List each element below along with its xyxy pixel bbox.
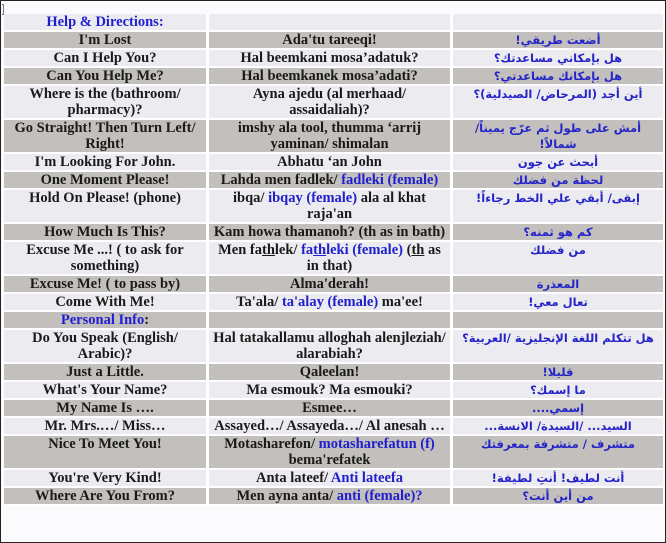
female-form-text: Anti lateefa [330,470,403,486]
arabic-phrase: أضعت طريقي! [453,32,663,50]
english-phrase: Hold On Please! (phone) [4,190,209,224]
section-header-row [4,14,663,32]
female-form-text: th [313,242,327,258]
arabic-phrase: أمش على طول ثم عرّج يميناً/ شمالاً! [453,120,663,154]
table-row [4,68,663,86]
transliteration-text: Ayna ajedu (al merhaad/ assaidaliah)? [252,86,407,118]
transliteration-text: Esmee… [302,400,357,416]
transliteration-text: Abhatu ‘an John [277,154,382,170]
table-row [4,224,663,242]
arabic-phrase: أنت لطيف! أنتِ لطيفة! [453,470,663,488]
transliteration-text: Alma'derah! [290,276,369,292]
table-row [4,364,663,382]
arabic-phrase: المعذرة [453,276,663,294]
female-form-text: motasharefatun (f) [318,436,435,452]
transliteration [209,418,453,436]
table-row [4,382,663,400]
transliteration-text: ala al khat raja'an [306,190,426,222]
transliteration [209,400,453,418]
transliteration [209,276,453,294]
transliteration [209,86,453,120]
transliteration-text: ibqa/ [233,190,269,206]
section-title-text: Personal Info [60,312,145,328]
table-row [4,32,663,50]
arabic-phrase: من فضلك [453,242,663,276]
table-row [4,436,663,470]
arabic-phrase: لحظة من فضلك [453,172,663,190]
english-phrase: Where is the (bathroom/ pharmacy)? [4,86,209,120]
english-phrase: Where Are You From? [4,488,209,506]
english-phrase: Do You Speak (English/ Arabic)? [4,330,209,364]
transliteration-text: Lahda men fadlek/ [220,172,342,188]
table-row [4,190,663,224]
transliteration-text: th [411,242,425,258]
english-phrase: What's Your Name? [4,382,209,400]
arabic-phrase: إبقى/ أبقي علي الخط رجاءاً! [453,190,663,224]
transliteration [209,68,453,86]
female-form-text: anti (female)? [336,488,423,504]
table-row [4,50,663,68]
arabic-phrase: متشرف / متشرفة بمعرفتك [453,436,663,470]
transliteration-text: bema'refatek [288,452,371,468]
arabic-phrase: كم هو ثمنه؟ [453,224,663,242]
table-row [4,400,663,418]
section-title-suffix: : [144,312,150,328]
transliteration-text: Kam howa thamanoh? (th as in bath) [213,224,446,240]
english-phrase: Excuse Me ...! ( to ask for something) [4,242,209,276]
transliteration-text: Men ayna anta/ [236,488,337,504]
transliteration [209,382,453,400]
transliteration [209,488,453,506]
english-phrase: One Moment Please! [4,172,209,190]
transliteration-text: Anta lateef/ [256,470,331,486]
arabic-phrase: تعال معي! [453,294,663,312]
transliteration-text: Hal beemkanek mosa’adati? [241,68,418,84]
arabic-phrase: ما إسمك؟ [453,382,663,400]
transliteration [209,190,453,224]
phrase-table [4,14,663,506]
transliteration-text: Qaleelan! [299,364,360,380]
transliteration [209,294,453,312]
arabic-phrase: هل بإمكاني مساعدتك؟ [453,50,663,68]
transliteration-text: lek/ [274,242,302,258]
table-row [4,120,663,154]
female-form-text: fa [301,242,314,258]
transliteration [209,172,453,190]
table-row [4,276,663,294]
transliteration [209,242,453,276]
english-phrase: I'm Lost [4,32,209,50]
english-phrase: My Name Is …. [4,400,209,418]
table-row [4,418,663,436]
table-row [4,294,663,312]
english-phrase: Just a Little. [4,364,209,382]
transliteration [209,224,453,242]
arabic-phrase [453,14,663,32]
section-title-text: Help & Directions: [46,14,164,30]
transliteration [209,364,453,382]
transliteration [209,330,453,364]
table-row [4,154,663,172]
transliteration-text: Hal beemkani mosa’adatuk? [240,50,419,66]
english-phrase: Excuse Me! ( to pass by) [4,276,209,294]
transliteration [209,436,453,470]
transliteration [209,120,453,154]
transliteration-text: Ma esmouk? Ma esmouki? [246,382,413,398]
arabic-phrase: قليلا! [453,364,663,382]
transliteration [209,32,453,50]
female-form-text: ta'alay (female) [281,294,379,310]
female-form-text: fadleki (female) [341,172,439,188]
english-phrase: Nice To Meet You! [4,436,209,470]
transliteration-text: Ta'ala/ [236,294,282,310]
english-phrase: Can You Help Me? [4,68,209,86]
table-row [4,242,663,276]
arabic-phrase: أبحث عن جون [453,154,663,172]
english-phrase: Can I Help You? [4,50,209,68]
arabic-phrase: هل تتكلم اللغة الإنجليزية /العربية؟ [453,330,663,364]
english-phrase: Mr. Mrs.…/ Miss… [4,418,209,436]
english-phrase: I'm Looking For John. [4,154,209,172]
english-phrase: Come With Me! [4,294,209,312]
table-row [4,488,663,506]
transliteration [209,470,453,488]
section-header-row [4,312,663,330]
table-row [4,330,663,364]
arabic-phrase: هل بإمكانك مساعدتي؟ [453,68,663,86]
table-row [4,86,663,120]
female-form-text: leki (female) [326,242,403,258]
arabic-phrase [453,312,663,330]
section-title [4,14,209,32]
table-row [4,470,663,488]
english-phrase: Go Straight! Then Turn Left/ Right! [4,120,209,154]
transliteration-text: Ada'tu tareeqi! [282,32,377,48]
section-title [4,312,209,330]
transliteration-text: ma'ee! [378,294,423,310]
table-row [4,172,663,190]
arabic-phrase: السيد... /السيدة/ الانسة... [453,418,663,436]
transliteration-text: as in that) [306,242,441,274]
transliteration [209,14,453,32]
transliteration-text: Hal tatakallamu alloghah alenjleziah/ alarabiah? [213,330,446,362]
transliteration-text: imshy ala tool, thumma ‘arrij yaminan/ shimalan [237,120,422,152]
transliteration [209,50,453,68]
english-phrase: How Much Is This? [4,224,209,242]
transliteration-text: Assayed…/ Assayeda…/ Al anesah … [214,418,445,434]
english-phrase: You're Very Kind! [4,470,209,488]
arabic-phrase: من أين أنت؟ [453,488,663,506]
arabic-phrase: إسمي.... [453,400,663,418]
transliteration-text: Motasharefon/ [224,436,319,452]
female-form-text: ibqay (female) [268,190,358,206]
transliteration-text: th [261,242,275,258]
transliteration [209,154,453,172]
transliteration-text: Men fa [218,242,262,258]
transliteration-text: ( [402,242,412,258]
arabic-phrase: أين أجد (المرحاض/ الصيدلية)؟ [453,86,663,120]
transliteration [209,312,453,330]
